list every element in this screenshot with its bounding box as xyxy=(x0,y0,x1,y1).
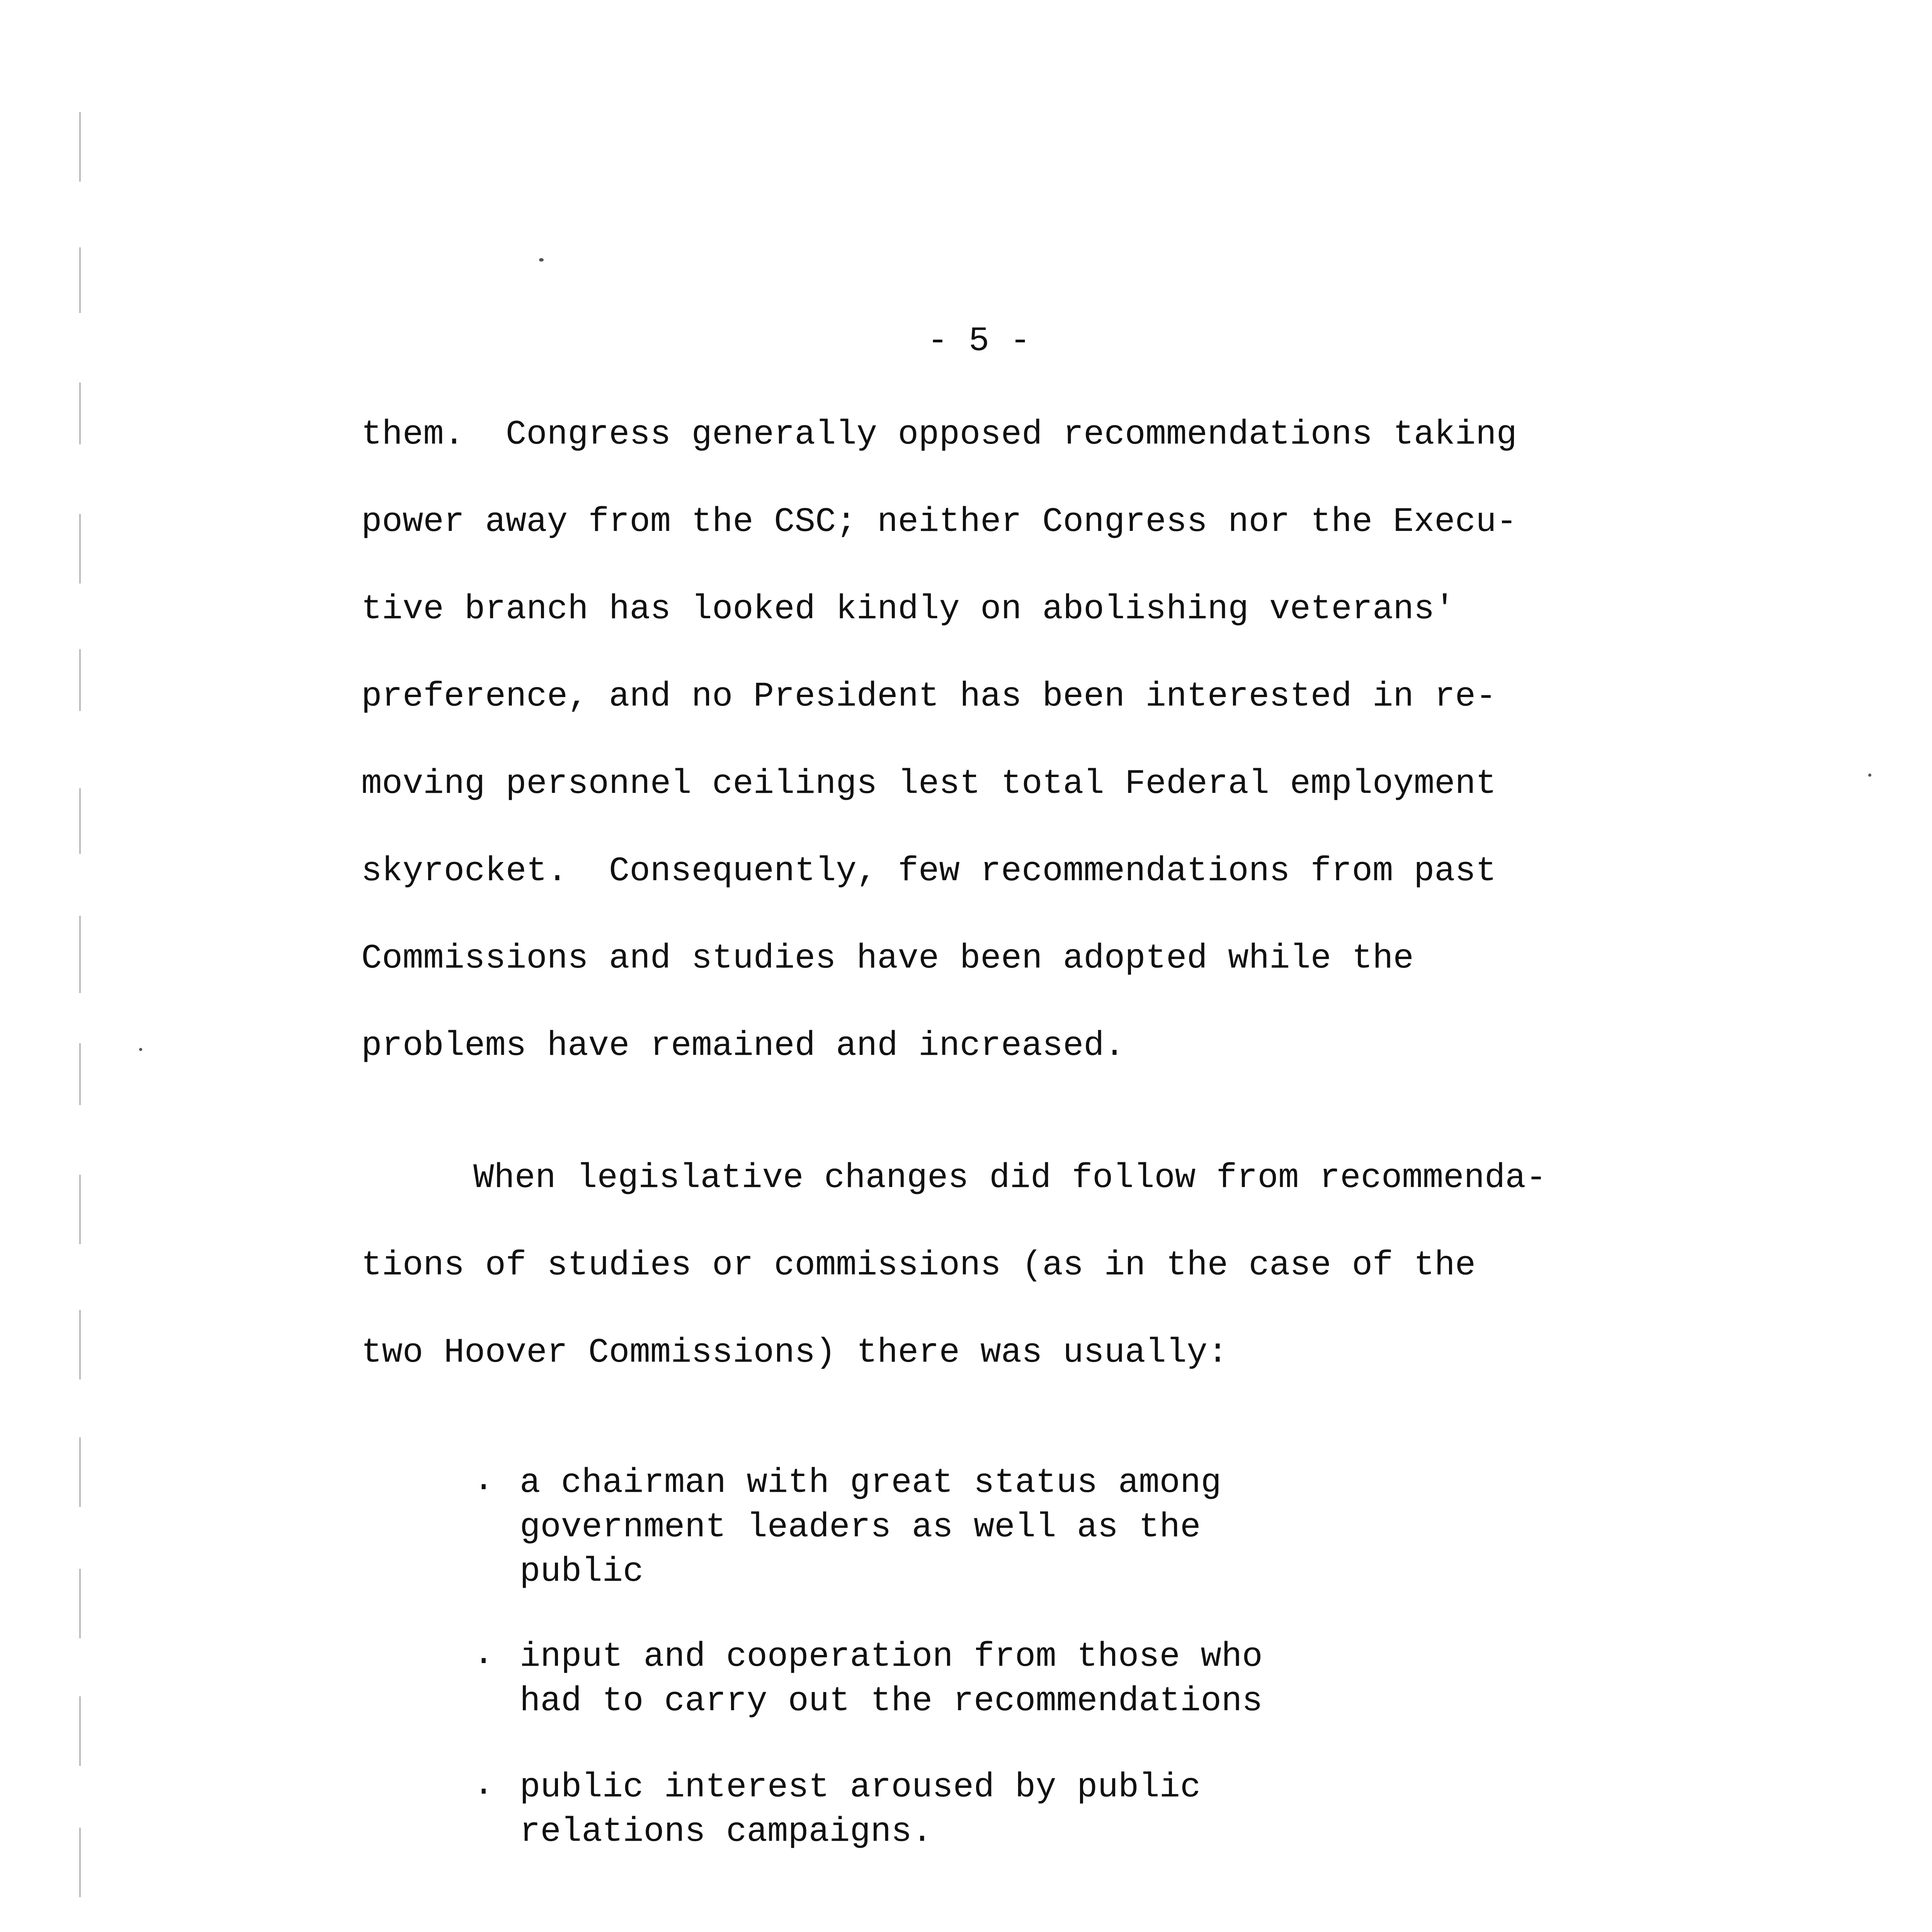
list-item-text: input and cooperation from those who had to carry out the recommendations xyxy=(520,1637,1263,1721)
scan-edge-mark xyxy=(79,916,81,993)
paragraph-line: power away from the CSC; neither Congress nor the Execu- xyxy=(361,502,1517,541)
paragraph-line: When legislative changes did follow from recommenda- xyxy=(473,1158,1547,1197)
scan-edge-mark xyxy=(79,247,81,313)
paragraph-line: Commissions and studies have been adopted while the xyxy=(361,939,1414,978)
scan-edge-mark xyxy=(79,788,81,854)
scan-edge-mark xyxy=(79,1310,81,1379)
scan-edge-mark xyxy=(79,1696,81,1766)
paragraph-line: skyrocket. Consequently, few recommendations from past xyxy=(361,852,1497,891)
scan-edge-mark xyxy=(79,1569,81,1638)
paragraph-line: preference, and no President has been interested in re- xyxy=(361,677,1497,716)
scan-edge-mark xyxy=(79,1043,81,1105)
bullet-marker: . xyxy=(473,1461,494,1500)
paragraph-line: them. Congress generally opposed recommendations taking xyxy=(361,415,1517,454)
scan-speck xyxy=(1868,774,1871,777)
paragraph-line: tive branch has looked kindly on abolishing veterans' xyxy=(361,590,1455,629)
list-item-text: a chairman with great status among government leaders as well as the public xyxy=(520,1463,1221,1591)
scan-edge-mark xyxy=(79,649,81,711)
scan-edge-mark xyxy=(79,514,81,583)
scan-speck xyxy=(539,258,544,262)
paragraph-line: two Hoover Commissions) there was usually: xyxy=(361,1333,1228,1372)
paragraph-line: tions of studies or commissions (as in the case of the xyxy=(361,1246,1476,1285)
scan-edge-mark xyxy=(79,112,81,182)
scan-edge-mark xyxy=(79,1437,81,1507)
scan-edge-mark xyxy=(79,383,81,444)
bullet-marker: . xyxy=(473,1765,494,1804)
scan-speck xyxy=(139,1048,142,1051)
list-item-text: public interest aroused by public relations campaigns. xyxy=(520,1768,1201,1851)
bullet-marker: . xyxy=(473,1634,494,1673)
scan-edge-mark xyxy=(79,1828,81,1897)
scan-edge-mark xyxy=(79,1175,81,1244)
paragraph-line: moving personnel ceilings lest total Federal employment xyxy=(361,764,1497,803)
page-number: - 5 - xyxy=(927,321,1031,361)
paragraph-line: problems have remained and increased. xyxy=(361,1026,1125,1065)
